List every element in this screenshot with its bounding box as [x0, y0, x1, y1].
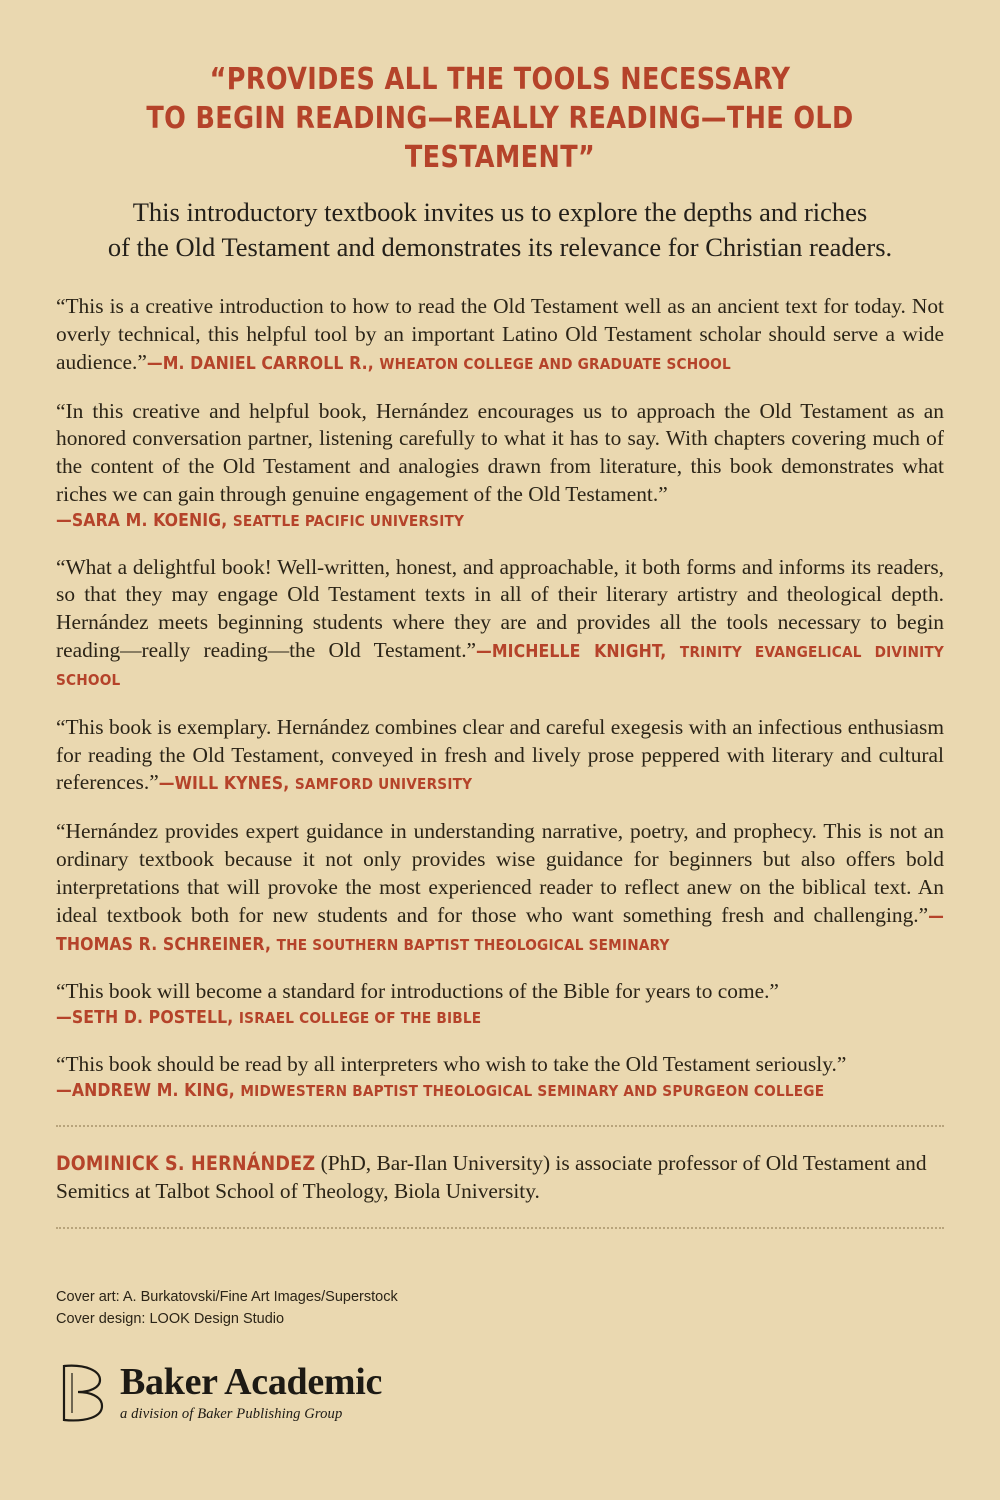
headline [87, 60, 913, 177]
endorser-institution: MIDWESTERN BAPTIST THEOLOGICAL SEMINARY AND SPURGEON COLLEGE [240, 1081, 825, 1100]
endorsement-attribution [147, 354, 731, 374]
endorser-institution: ISRAEL COLLEGE OF THE BIBLE [238, 1009, 482, 1028]
baker-b-logo-icon [56, 1361, 108, 1425]
endorsement-attribution [159, 774, 473, 794]
divider-top [56, 1125, 944, 1127]
endorsement-item [56, 1051, 944, 1103]
attribution-dash: — [56, 1008, 72, 1029]
endorser-institution: TRINITY EVANGELICAL DIVINITY SCHOOL [56, 643, 944, 689]
subheadline-line-1: This introductory textbook invites us to explore the depths and riches [132, 197, 868, 228]
subheadline [56, 195, 944, 265]
endorser-institution: SEATTLE PACIFIC UNIVERSITY [232, 511, 465, 530]
author-name: DOMINICK S. HERNÁNDEZ [56, 1151, 316, 1175]
endorsement-attribution [56, 510, 944, 533]
endorser-name: WILL KYNES, [174, 774, 290, 795]
author-bio [56, 1149, 944, 1206]
endorsement-item [56, 978, 944, 1030]
cover-art-credit: Cover art: A. Burkatovski/Fine Art Images/Superstock [56, 1289, 398, 1305]
headline-line-1: “PROVIDES ALL THE TOOLS NECESSARY [209, 62, 791, 97]
endorsement-item [56, 714, 944, 797]
endorsement-quote: “In this creative and helpful book, Hernández encourages us to approach the Old Testament as an honored conversation partner, listening carefully to what it has to say. With chapters covering much of the content of the Old Testament and analogies drawn from literature, this book demonstrates what riches we can gain through genuine engagement of the Old Testament.” [56, 398, 944, 506]
endorsement-attribution [56, 1080, 944, 1103]
subheadline-line-2: of the Old Testament and demonstrates its relevance for Christian readers. [107, 232, 893, 263]
endorsement-quote: “This book should be read by all interpreters who wish to take the Old Testament seriously.” [56, 1051, 847, 1076]
endorser-institution: SAMFORD UNIVERSITY [294, 775, 473, 794]
author-bio-text: (PhD, Bar-Ilan University) is associate professor of Old Testament and Semitics at Talbot School of Theology, Biola University. [56, 1150, 927, 1203]
endorsement-item [56, 398, 944, 533]
credits [56, 1287, 944, 1331]
endorsement-attribution [56, 1007, 944, 1030]
endorser-name: M. DANIEL CARROLL R., [162, 353, 374, 374]
publisher-name: Baker Academic [120, 1360, 383, 1403]
cover-design-credit: Cover design: LOOK Design Studio [56, 1310, 285, 1327]
publisher-tagline: a division of Baker Publishing Group [120, 1405, 343, 1422]
divider-bottom [56, 1227, 944, 1229]
endorser-name: THOMAS R. SCHREINER, [56, 934, 272, 955]
attribution-dash: — [56, 510, 72, 531]
attribution-dash: — [476, 642, 492, 663]
attribution-dash: — [56, 1080, 72, 1101]
endorsement-item [56, 293, 944, 376]
attribution-dash: — [158, 774, 175, 795]
endorser-name: MICHELLE KNIGHT, [491, 642, 667, 663]
endorsement-item [56, 818, 944, 957]
endorser-name: SETH D. POSTELL, [71, 1008, 234, 1029]
endorsement-quote: “What a delightful book! Well-written, honest, and approachable, it both forms and informs its readers, so that they may engage Old Testament texts in all of their literary artistry and theological depth. Hernández meets beginning students where they are and provides all the tools necessary to begin reading—really reading—the Old Testament.” [56, 554, 944, 663]
endorsement-item [56, 554, 944, 693]
endorsement-quote: “This is a creative introduction to how to read the Old Testament well as an ancient text for today. Not overly technical, this helpful tool by an important Latino Old Testament scholar should serve a wide audience.” [56, 294, 944, 374]
endorser-name: SARA M. KOENIG, [71, 510, 228, 531]
headline-line-2: TO BEGIN READING—REALLY READING—THE OLD TESTAMENT” [146, 101, 854, 176]
attribution-dash: — [928, 906, 944, 927]
endorsement-quote: “This book will become a standard for introductions of the Bible for years to come.” [56, 979, 779, 1004]
endorsement-quote: “This book is exemplary. Hernández combines clear and careful exegesis with an infectious enthusiasm for reading the Old Testament, conveyed in fresh and lively prose peppered with literary and cultural references.” [56, 714, 944, 795]
publisher-text [120, 1360, 383, 1425]
attribution-dash: — [146, 353, 163, 374]
endorsement-list [56, 293, 944, 1102]
publisher-logo [56, 1361, 944, 1425]
endorser-name: ANDREW M. KING, [71, 1080, 235, 1101]
endorser-institution: WHEATON COLLEGE AND GRADUATE SCHOOL [379, 354, 731, 373]
endorsement-quote: “Hernández provides expert guidance in understanding narrative, poetry, and prophecy. This is not an ordinary textbook because it not only provides wise guidance for beginners but also offers bold interpretations that will provoke the most experienced reader to reflect anew on the biblical text. An ideal textbook both for new students and for those who want something fresh and challenging.” [56, 819, 944, 927]
endorser-institution: THE SOUTHERN BAPTIST THEOLOGICAL SEMINARY [276, 935, 670, 954]
